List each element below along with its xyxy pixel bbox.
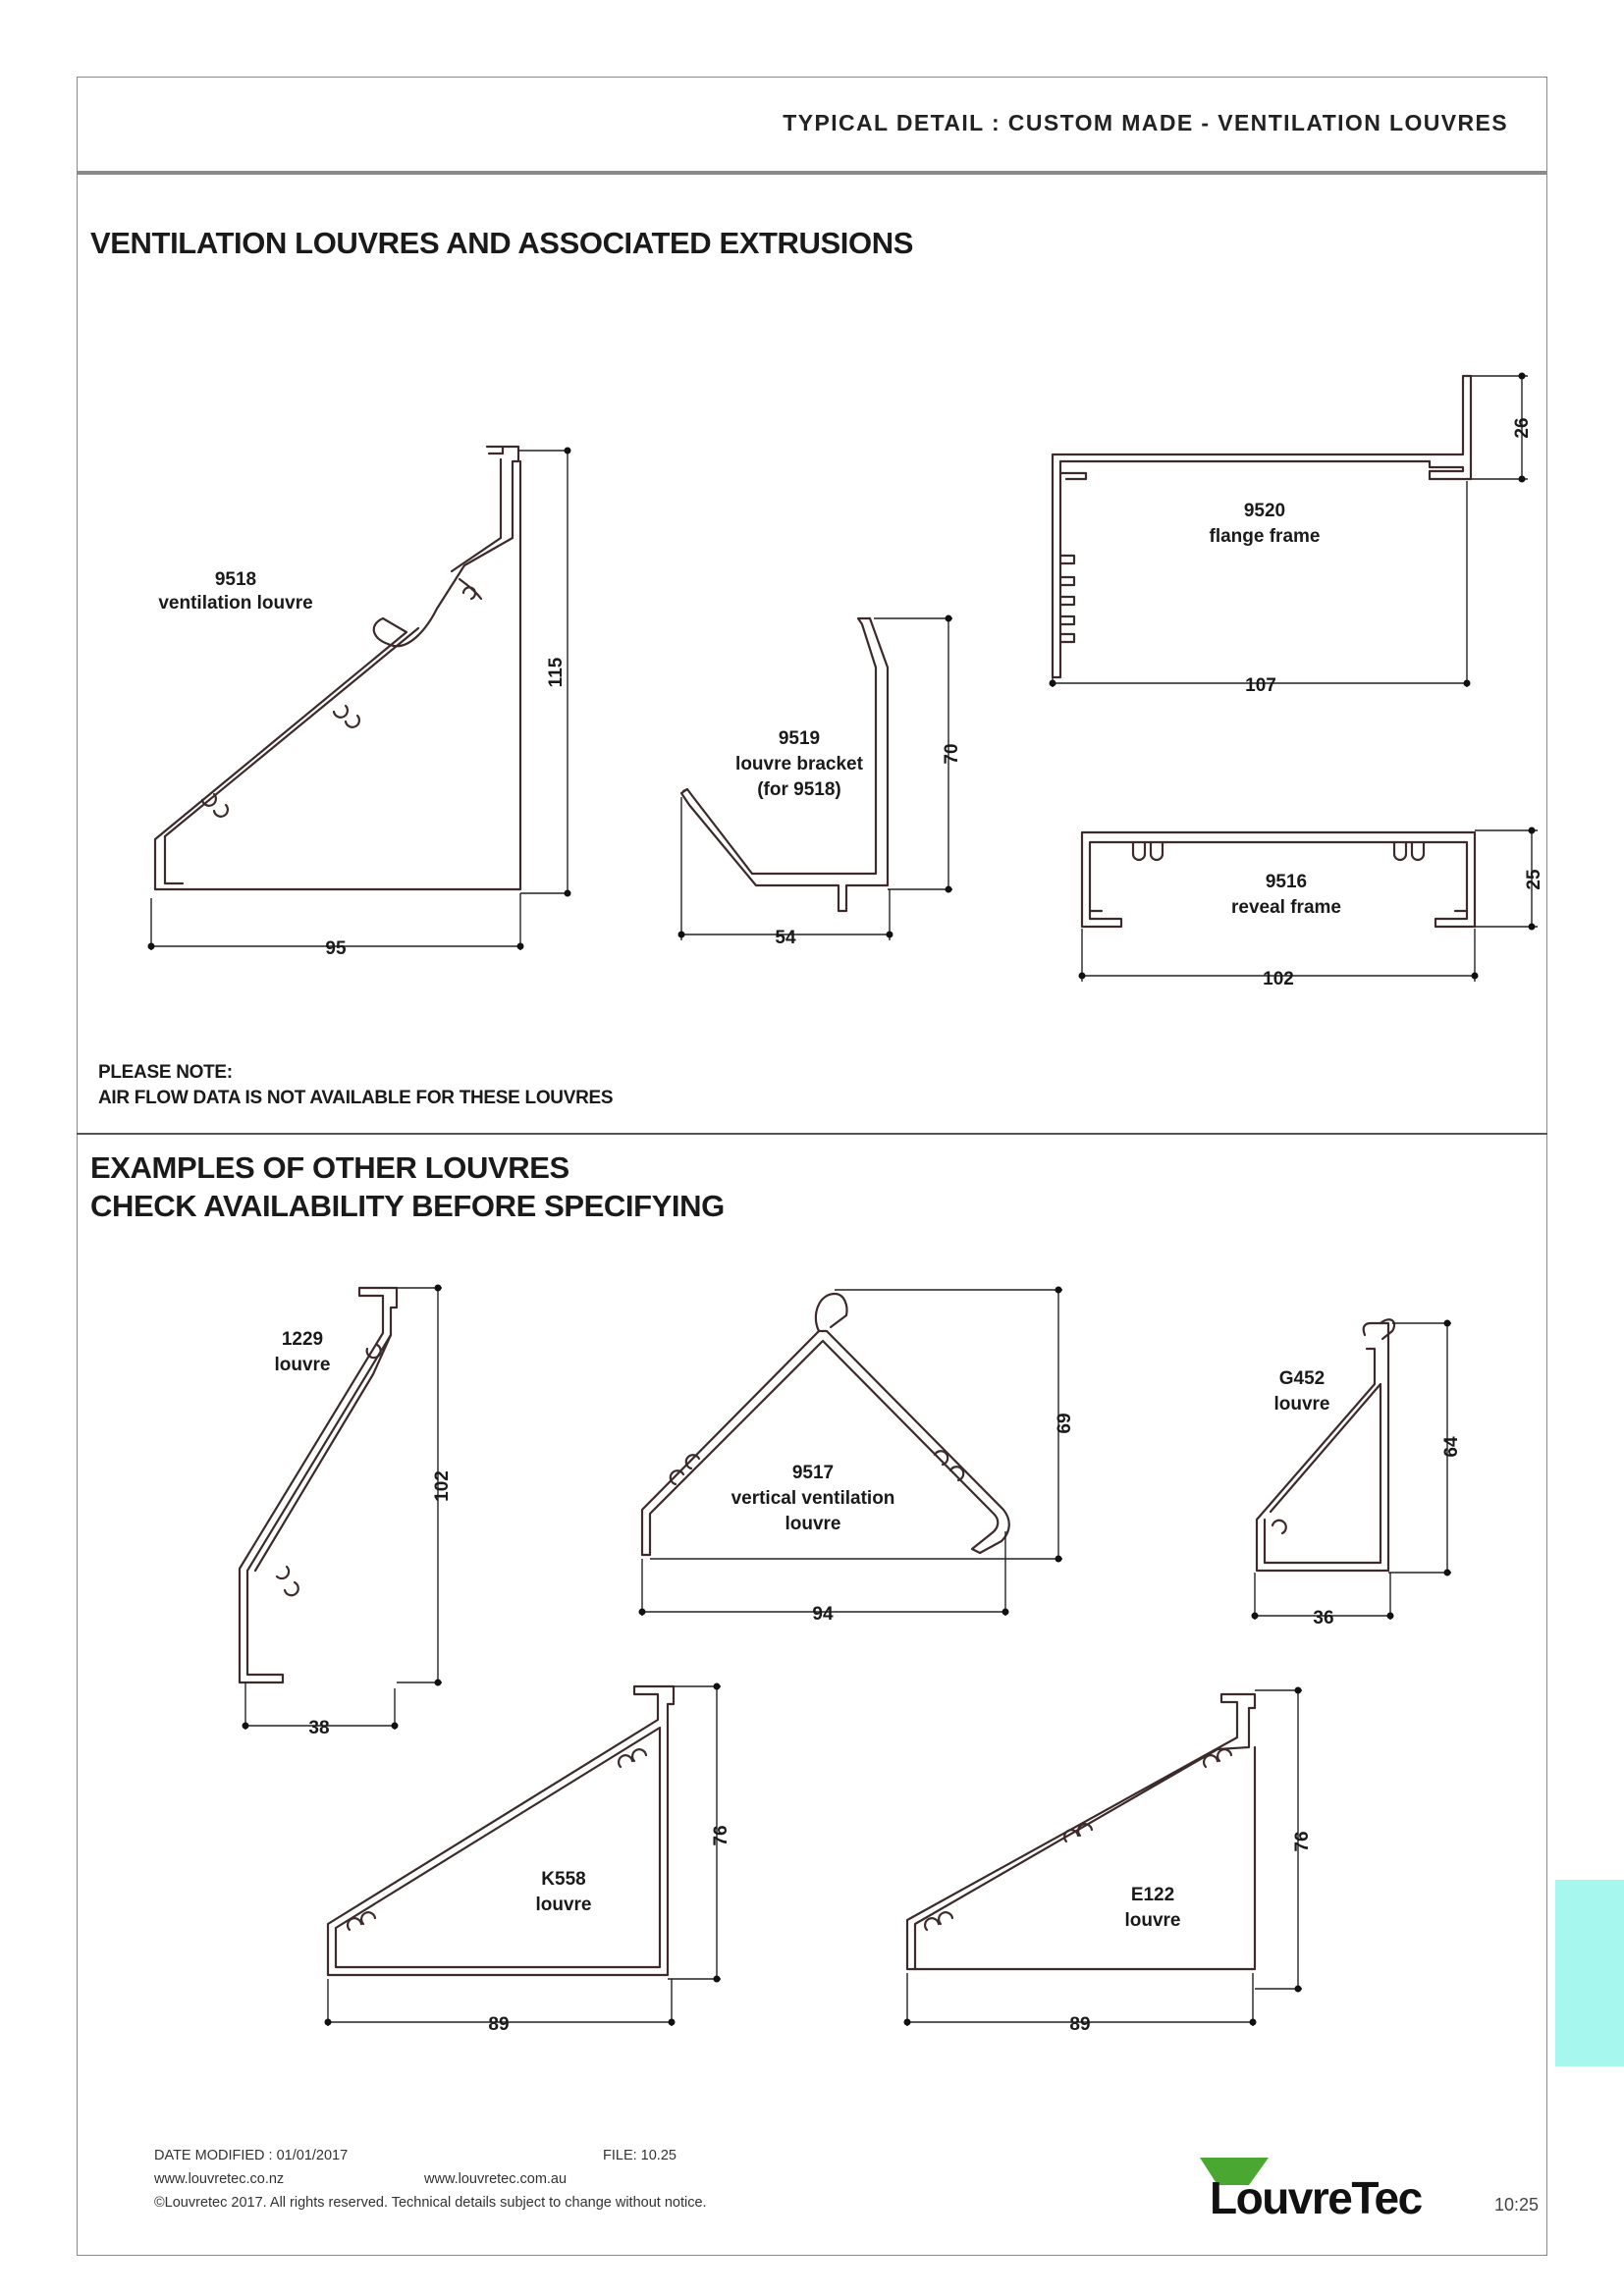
footer-url-au[interactable]: www.louvretec.com.au — [424, 2171, 568, 2187]
profile-E122 — [904, 1687, 1314, 2036]
profile-9520 — [1050, 373, 1534, 697]
dim-9519-width: 54 — [775, 928, 796, 948]
footer-url-nz[interactable]: www.louvretec.co.nz — [154, 2171, 285, 2187]
dim-9519-height: 70 — [942, 743, 962, 765]
label-E122-desc: louvre — [1124, 1910, 1181, 1931]
label-9520-code: 9520 — [1243, 501, 1286, 521]
footer-date-modified: DATE MODIFIED : 01/01/2017 — [154, 2148, 349, 2163]
profile-9517 — [639, 1287, 1076, 1626]
label-E122-code: E122 — [1130, 1885, 1175, 1905]
label-9517-desc2: louvre — [785, 1514, 841, 1534]
label-K558-desc: louvre — [535, 1895, 592, 1915]
label-9519-desc: louvre bracket — [735, 754, 863, 774]
label-9519-code: 9519 — [778, 728, 821, 749]
dim-9520-height: 26 — [1512, 417, 1533, 439]
label-9516-desc: reveal frame — [1231, 897, 1341, 918]
note-text: AIR FLOW DATA IS NOT AVAILABLE FOR THESE LOUVRES — [98, 1088, 614, 1108]
profile-9518 — [148, 447, 571, 959]
dim-9516-height: 25 — [1524, 869, 1544, 890]
label-9516-code: 9516 — [1265, 872, 1308, 892]
brand-name: LouvreTec — [1210, 2172, 1422, 2223]
section2-title-line1: EXAMPLES OF OTHER LOUVRES — [90, 1150, 569, 1185]
dim-9518-width: 95 — [325, 938, 347, 959]
footer-copyright: ©Louvretec 2017. All rights reserved. Technical details subject to change without notice. — [154, 2195, 707, 2211]
label-K558-code: K558 — [541, 1869, 586, 1890]
dim-9518-height: 115 — [546, 657, 567, 688]
profile-9516 — [1079, 828, 1545, 990]
dim-9520-width: 107 — [1245, 675, 1276, 696]
profile-K558 — [325, 1683, 732, 2036]
label-G452-desc: louvre — [1273, 1394, 1330, 1415]
dim-9516-width: 102 — [1263, 969, 1294, 989]
label-9517-desc: vertical ventilation — [731, 1488, 895, 1509]
document-header-title: TYPICAL DETAIL : CUSTOM MADE - VENTILATION LOUVRES — [783, 110, 1508, 135]
label-G452-code: G452 — [1278, 1368, 1326, 1389]
section1-title: VENTILATION LOUVRES AND ASSOCIATED EXTRUSIONS — [90, 226, 913, 260]
label-9518-desc: ventilation louvre — [158, 593, 313, 614]
page-number: 10:25 — [1494, 2195, 1540, 2215]
dim-1229-height: 102 — [432, 1470, 453, 1502]
dim-9517-width: 94 — [812, 1604, 834, 1625]
dim-E122-height: 76 — [1292, 1831, 1313, 1852]
dim-E122-width: 89 — [1069, 2014, 1091, 2035]
label-9518-code: 9518 — [214, 569, 257, 590]
label-9517-code: 9517 — [791, 1463, 835, 1483]
dim-1229-width: 38 — [308, 1718, 330, 1738]
label-9520-desc: flange frame — [1209, 526, 1321, 547]
note-heading: PLEASE NOTE: — [98, 1062, 233, 1083]
label-1229-code: 1229 — [281, 1329, 324, 1350]
label-1229-desc: louvre — [274, 1355, 331, 1375]
dim-G452-height: 64 — [1441, 1436, 1462, 1458]
profile-G452 — [1252, 1319, 1463, 1629]
dim-G452-width: 36 — [1313, 1608, 1334, 1629]
profile-9519 — [678, 615, 963, 949]
footer-file: FILE: 10.25 — [603, 2148, 677, 2163]
profile-1229 — [240, 1285, 453, 1739]
label-9519-desc2: (for 9518) — [757, 779, 841, 800]
dim-9517-height: 69 — [1055, 1413, 1075, 1434]
dim-K558-width: 89 — [488, 2014, 510, 2035]
section2-title-line2: CHECK AVAILABILITY BEFORE SPECIFYING — [90, 1189, 725, 1223]
dim-K558-height: 76 — [711, 1825, 731, 1846]
